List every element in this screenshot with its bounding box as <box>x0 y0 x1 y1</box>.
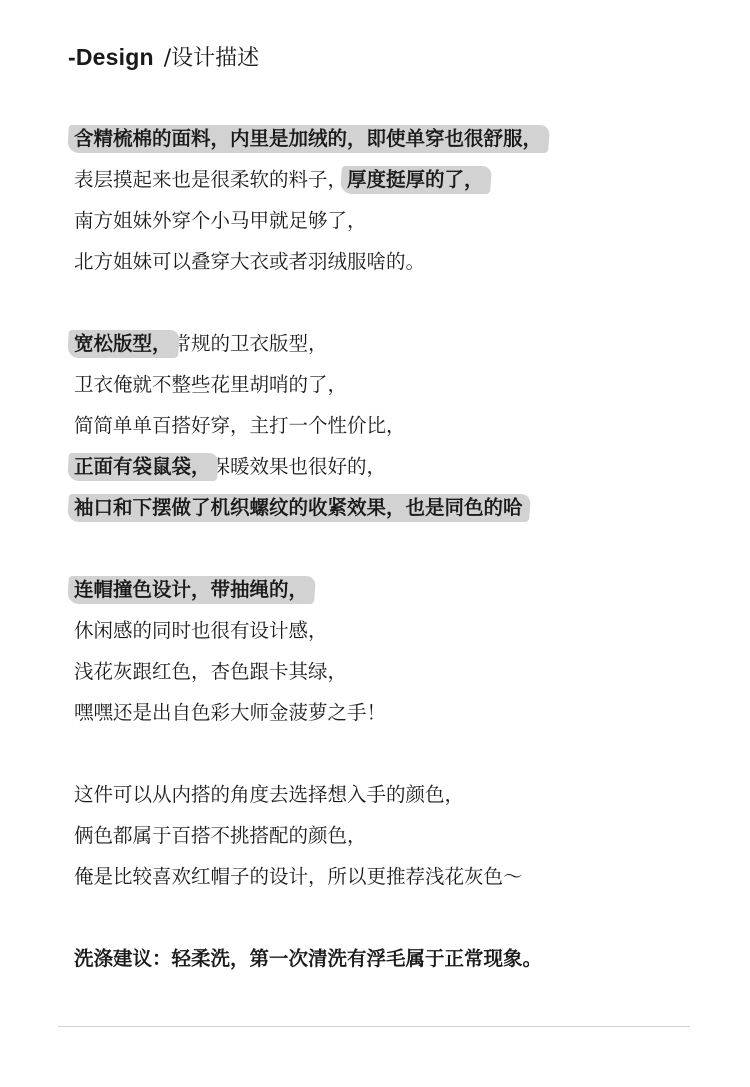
paragraph-gap <box>74 897 734 938</box>
highlighted-text: 正面有袋鼠袋， <box>74 446 211 487</box>
text-line <box>74 569 734 610</box>
plain-text: 俩色都属于百搭不挑搭配的颜色， <box>74 824 367 847</box>
plain-text: 北方姐妹可以叠穿大衣或者羽绒服啥的。 <box>74 250 426 273</box>
paragraph-gap <box>74 528 734 569</box>
text-line <box>74 487 734 528</box>
washing-advice: 洗涤建议：轻柔洗，第一次清洗有浮毛属于正常现象。 <box>74 947 543 970</box>
plain-text: 保暖效果也很好的， <box>210 455 387 478</box>
text-line <box>74 364 734 405</box>
plain-text: 卫衣俺就不整些花里胡哨的了， <box>74 373 348 396</box>
highlighted-text: 袖口和下摆做了机织螺纹的收紧效果，也是同色的哈 <box>74 487 523 528</box>
highlighted-text: 连帽撞色设计，带抽绳的， <box>74 569 308 610</box>
divider <box>58 1026 690 1027</box>
plain-text: 。 <box>522 496 543 519</box>
text-line <box>74 815 734 856</box>
plain-text: 这件可以从内搭的角度去选择想入手的颜色， <box>74 783 465 806</box>
text-line <box>74 610 734 651</box>
text-line <box>74 651 734 692</box>
plain-text: 简简单单百搭好穿，主打一个性价比， <box>74 414 406 437</box>
plain-text: 休闲感的同时也很有设计感， <box>74 619 328 642</box>
highlighted-text: 厚度挺厚的了， <box>347 159 484 200</box>
highlighted-text: 含精梳棉的面料，内里是加绒的，即使单穿也很舒服， <box>74 118 542 159</box>
text-line <box>74 159 734 200</box>
design-label: -Design <box>68 44 154 70</box>
text-line <box>74 692 734 733</box>
description-body <box>74 118 734 979</box>
plain-text: 嘿嘿还是出自色彩大师金菠萝之手！ <box>74 701 387 724</box>
plain-text: 浅花灰跟红色，杏色跟卡其绿， <box>74 660 348 683</box>
text-line <box>74 774 734 815</box>
text-line <box>74 241 734 282</box>
text-line <box>74 200 734 241</box>
section-header <box>68 40 259 74</box>
text-line <box>74 118 734 159</box>
plain-text: 常规的卫衣版型， <box>171 332 328 355</box>
plain-text: 俺是比较喜欢红帽子的设计，所以更推荐浅花灰色～ <box>74 865 523 888</box>
paragraph-gap <box>74 282 734 323</box>
plain-text: 表层摸起来也是很柔软的料子， <box>74 168 348 191</box>
text-line <box>74 938 734 979</box>
design-subtitle: /设计描述 <box>163 46 260 71</box>
highlighted-text: 宽松版型， <box>74 323 172 364</box>
text-line <box>74 446 734 487</box>
text-line <box>74 856 734 897</box>
text-line <box>74 405 734 446</box>
paragraph-gap <box>74 733 734 774</box>
plain-text: 南方姐妹外穿个小马甲就足够了， <box>74 209 367 232</box>
text-line <box>74 323 734 364</box>
